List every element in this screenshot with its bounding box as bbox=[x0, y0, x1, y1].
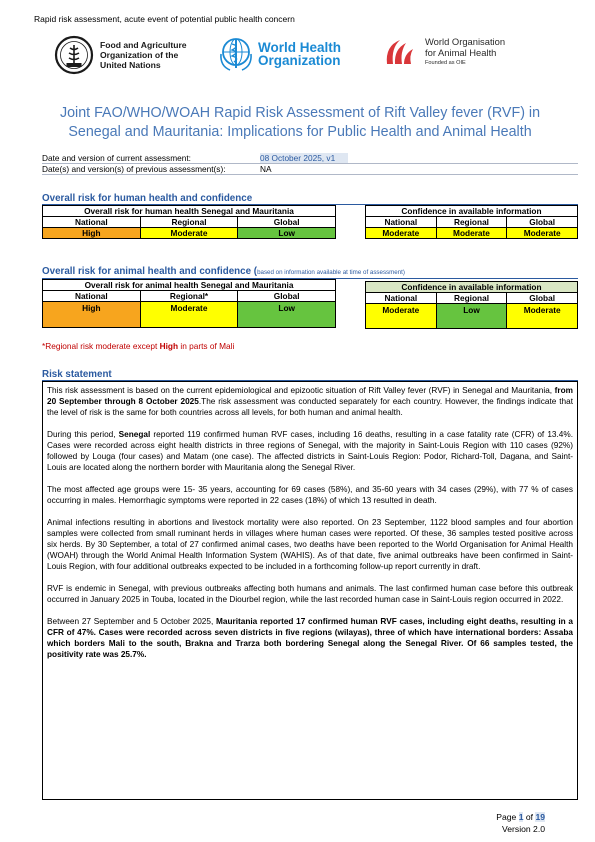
previous-assessment-value: NA bbox=[260, 164, 272, 174]
running-head: Rapid risk assessment, acute event of potential public health concern bbox=[34, 14, 295, 24]
who-name-line1: World Health bbox=[258, 40, 342, 55]
human-conf-global: Moderate bbox=[507, 228, 578, 239]
page-number bbox=[496, 811, 545, 823]
animal-risk-section-heading bbox=[42, 266, 578, 279]
animal-risk-col-regional: Regional* bbox=[140, 291, 238, 302]
previous-assessment-row bbox=[42, 164, 578, 175]
current-assessment-value: 08 October 2025, v1 bbox=[260, 153, 348, 163]
human-conf-col-global: Global bbox=[507, 217, 578, 228]
human-conf-col-regional: Regional bbox=[436, 217, 507, 228]
current-assessment-row bbox=[42, 153, 578, 164]
animal-risk-global: Low bbox=[238, 302, 336, 328]
p6-pre: Between 27 September and 5 October 2025, bbox=[47, 617, 216, 626]
statement-paragraph-5: RVF is endemic in Senegal, with previous outbreaks affecting both humans and animals. The last confirmed human case before this outbreak occurred in January 2025 in Touba, located in the Diourbel region, while the last recorded human case in Saint-Louis region occurred in 2022. bbox=[47, 584, 573, 604]
fao-name-line1: Food and Agriculture bbox=[100, 40, 187, 50]
human-risk-col-regional: Regional bbox=[140, 217, 238, 228]
of-word: of bbox=[523, 812, 536, 822]
p6-bold: Mauritania bbox=[216, 617, 258, 626]
animal-risk-table-title: Overall risk for animal health Senegal and Mauritania bbox=[43, 280, 336, 291]
fao-emblem-icon bbox=[54, 34, 94, 76]
human-risk-col-global: Global bbox=[238, 217, 336, 228]
animal-conf-national: Moderate bbox=[366, 304, 437, 329]
animal-conf-col-national: National bbox=[366, 293, 437, 304]
p6-post: reported 17 confirmed human RVF cases, including eight deaths, resulting in a CFR of 47%. Cases were recorded across seven districts in five regions (wilayas), three of which have international borders: Assaba which borders Mali to the south, Brakna and Trarza both bordering Senegal along the Senegal River. Of 66 samples tested, the positivity rate was 25.7%. bbox=[47, 617, 573, 659]
previous-assessment-label: Date(s) and version(s) of previous assessment(s): bbox=[42, 164, 226, 174]
statement-paragraph-1 bbox=[47, 385, 573, 418]
statement-paragraph-3: The most affected age groups were 15- 35 years, accounting for 69 cases (58%), and 35-60 years with 34 cases (29%), with 77 % of cases occurring in males. Hemorrhagic symptoms were reported in 22 cases (18%) of which 13 resulted in death. bbox=[47, 485, 573, 505]
current-assessment-label: Date and version of current assessment: bbox=[42, 153, 191, 163]
fao-logo bbox=[54, 34, 187, 76]
page-footer bbox=[496, 811, 545, 835]
page-title: Joint FAO/WHO/WOAH Rapid Risk Assessment of Rift Valley fever (RVF) in Senegal and Mauritania: Implications for Public Health and Animal Health bbox=[59, 105, 541, 140]
p1-pre: This risk assessment is based on the current epidemiological and epizootic situation of Rift Valley fever (RVF) in Senegal and Mauritania, bbox=[47, 386, 555, 395]
p1-bold: from 20 September through 8 October 2025 bbox=[47, 386, 573, 406]
regional-risk-footnote bbox=[42, 341, 234, 351]
animal-confidence-table-title: Confidence in available information bbox=[366, 282, 578, 293]
animal-risk-regional: Moderate bbox=[140, 302, 238, 328]
partner-logos bbox=[54, 34, 554, 80]
human-risk-global: Low bbox=[238, 228, 336, 239]
human-conf-national: Moderate bbox=[366, 228, 437, 239]
animal-risk-col-national: National bbox=[43, 291, 141, 302]
human-risk-col-national: National bbox=[43, 217, 141, 228]
footnote-text-pre: *Regional risk moderate except bbox=[42, 341, 160, 351]
animal-risk-col-global: Global bbox=[238, 291, 336, 302]
woah-founded-note: Founded as OIE bbox=[425, 60, 466, 67]
fao-name-line3: United Nations bbox=[100, 60, 161, 70]
animal-conf-col-regional: Regional bbox=[436, 293, 507, 304]
animal-risk-section-note: based on information available at time of assessment) bbox=[257, 269, 405, 276]
human-risk-table-title: Overall risk for human health Senegal and Mauritania bbox=[43, 206, 336, 217]
p2-bold: Senegal bbox=[118, 430, 151, 439]
statement-paragraph-6 bbox=[47, 616, 573, 660]
risk-statement-heading: Risk statement bbox=[42, 369, 578, 381]
human-risk-national: High bbox=[43, 228, 141, 239]
version-label: Version 2.0 bbox=[502, 824, 545, 834]
p2-post: reported 119 confirmed human RVF cases, including 16 deaths, resulting in a case fatality rate (CFR) of 13.4%. Cases were recorded across eight health districts in three regions of Senegal, with the majority in Saint-Louis Region with 110 cases (92%) followed by Louga (four cases) and Matam (one case). The affected districts in Saint-Louis Region: Podor, Richard-Toll, Dagana, and Saint-Louis are located along the northern border with Mauritania along the Senegal River. bbox=[47, 430, 573, 472]
animal-conf-regional: Low bbox=[436, 304, 507, 329]
human-risk-section-heading: Overall risk for human health and confidence bbox=[42, 193, 578, 205]
page-current: 1 bbox=[518, 812, 524, 822]
who-name-line2: Organization bbox=[258, 53, 341, 68]
animal-conf-global: Moderate bbox=[507, 304, 578, 329]
p1-post: .The risk assessment was conducted separately for each country. However, the findings indicate that the level of risk is the same for both countries across all levels, for both human and animal health. bbox=[47, 397, 573, 417]
woah-logo bbox=[381, 34, 505, 72]
human-risk-regional: Moderate bbox=[140, 228, 238, 239]
animal-conf-col-global: Global bbox=[507, 293, 578, 304]
p2-pre: During this period, bbox=[47, 430, 119, 439]
animal-risk-section-title: Overall risk for animal health and confidence ( bbox=[42, 266, 258, 277]
statement-paragraph-2 bbox=[47, 429, 573, 473]
human-risk-table bbox=[42, 205, 336, 239]
human-conf-col-national: National bbox=[366, 217, 437, 228]
page-total: 19 bbox=[535, 812, 545, 822]
woah-name-line2: for Animal Health bbox=[425, 46, 497, 58]
animal-risk-national: High bbox=[43, 302, 141, 328]
who-emblem-icon bbox=[218, 34, 254, 74]
animal-confidence-table bbox=[365, 281, 578, 329]
human-confidence-table-title: Confidence in available information bbox=[366, 206, 578, 217]
human-conf-regional: Moderate bbox=[436, 228, 507, 239]
who-logo bbox=[218, 34, 341, 74]
page-word: Page bbox=[496, 812, 519, 822]
assessment-meta bbox=[42, 153, 578, 175]
footnote-text-post: in parts of Mali bbox=[178, 341, 235, 351]
animal-risk-table bbox=[42, 279, 336, 328]
risk-statement-box bbox=[42, 381, 578, 800]
woah-name-line1: World Organisation bbox=[425, 36, 506, 48]
statement-paragraph-4: Animal infections resulting in abortions and livestock mortality were also reported. On 23 September, 1122 blood samples and four abortion samples were collected from small ruminant herds in villages where human cases were reported. Of these, 36 samples tested positive across six herds. By 30 September, a total of 27 confirmed animal cases, two deaths have been reported to the World Organisation for Animal Health (WOAH) through the World Animal Health Information System (WAHIS). As of that date, five animal outbreaks have been confirmed in Saint-Louis Region, with four additional outbreaks expected to be included in a forthcoming follow-up report currently in draft. bbox=[47, 518, 573, 571]
footnote-text-bold: High bbox=[159, 341, 179, 351]
human-confidence-table bbox=[365, 205, 578, 239]
woah-emblem-icon bbox=[381, 34, 419, 72]
fao-name-line2: Organization of the bbox=[100, 50, 179, 60]
